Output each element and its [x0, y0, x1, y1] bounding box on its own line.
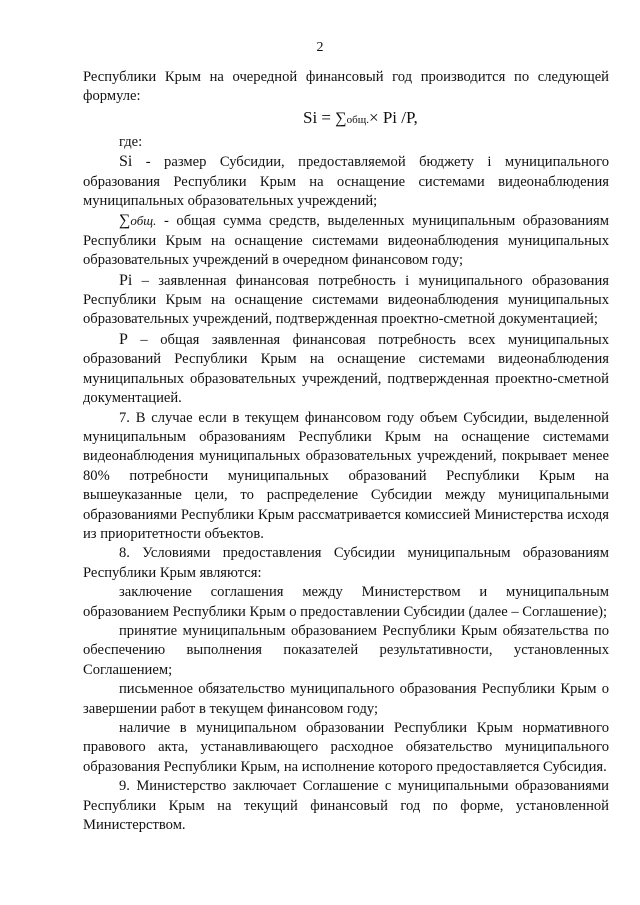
formula-rhs: × Pi /P,: [369, 107, 418, 127]
condition-item: заключение соглашения между Министерством и муниципальным образованием Республики Крым о предоставлении Субсидии (далее – Соглашение);: [83, 584, 609, 620]
definition-symbol-subscript: общ.: [130, 213, 157, 229]
formula-sigma: ∑: [335, 109, 347, 127]
definition-si: [83, 152, 609, 211]
formula-lhs: Si =: [303, 107, 336, 127]
definition-symbol: Si: [119, 153, 133, 171]
definition-p: [83, 330, 609, 409]
definition-symbol: P: [119, 330, 128, 348]
definition-text: - общая сумма средств, выделенных муниципальным образованиям Республики Крым на оснащение системами видеонаблюдения муниципальных образовательных учреждений в очередном финансовом году;: [83, 213, 609, 269]
definition-text: - размер Субсидии, предоставляемой бюджету i муниципального образования Республики Крым на оснащение системами видеонаблюдения муниципальных образовательных учреждений;: [83, 154, 609, 210]
intro-paragraph: Республики Крым на очередной финансовый год производится по следующей формуле:: [83, 69, 609, 105]
definition-pi: [83, 271, 609, 330]
paragraph-8: 8. Условиями предоставления Субсидии муниципальным образованиям Республики Крым являются:: [83, 545, 609, 581]
condition-item: письменное обязательство муниципального образования Республики Крым о завершении работ в текущем финансовом году;: [83, 681, 609, 717]
where-label: где:: [119, 133, 143, 150]
condition-item: принятие муниципальным образованием Республики Крым обязательства по обеспечению выполнения показателей результативности, установленных Соглашением;: [83, 622, 609, 678]
paragraph-9: 9. Министерство заключает Соглашение с муниципальными образованиями Республики Крым на текущий финансовый год по форме, установленной Министерством.: [83, 778, 609, 834]
formula-sigma-subscript: общ.: [346, 113, 369, 126]
definition-text: – общая заявленная финансовая потребность всех муниципальных образований Республики Крым на оснащение системами видеонаблюдения муниципальных образовательных учреждений, подтвержденная проектно-сметной документацией.: [83, 331, 609, 407]
condition-item: наличие в муниципальном образовании Республики Крым нормативного правового акта, устанавливающего расходное обязательство муниципального образования Республики Крым, на исполнение которого предоставляется Субсидия.: [83, 720, 609, 775]
paragraph-7: 7. В случае если в текущем финансовом году объем Субсидии, выделенной муниципальным образованиям Республики Крым на оснащение системами видеонаблюдения муниципальных образовательных учреждений, покрывает менее 80% потребности муниципальных образований Республики Крым на вышеуказанные цели, то распределение Субсидии между муниципальными образованиями Республики Крым рассматривается комиссией Министерства исходя из приоритетности объектов.: [83, 409, 609, 542]
definition-sum: [83, 211, 609, 270]
page-number: 2: [316, 40, 324, 55]
document-body: [83, 68, 609, 835]
definition-symbol: Pi: [119, 271, 133, 289]
formula: [83, 107, 609, 131]
definition-symbol: ∑: [119, 212, 131, 230]
definition-text: – заявленная финансовая потребность i муниципального образования Республики Крым на оснащение системами видеонаблюдения муниципальных образовательных учреждений, подтвержденная проектно-сметной документацией;: [83, 272, 609, 328]
